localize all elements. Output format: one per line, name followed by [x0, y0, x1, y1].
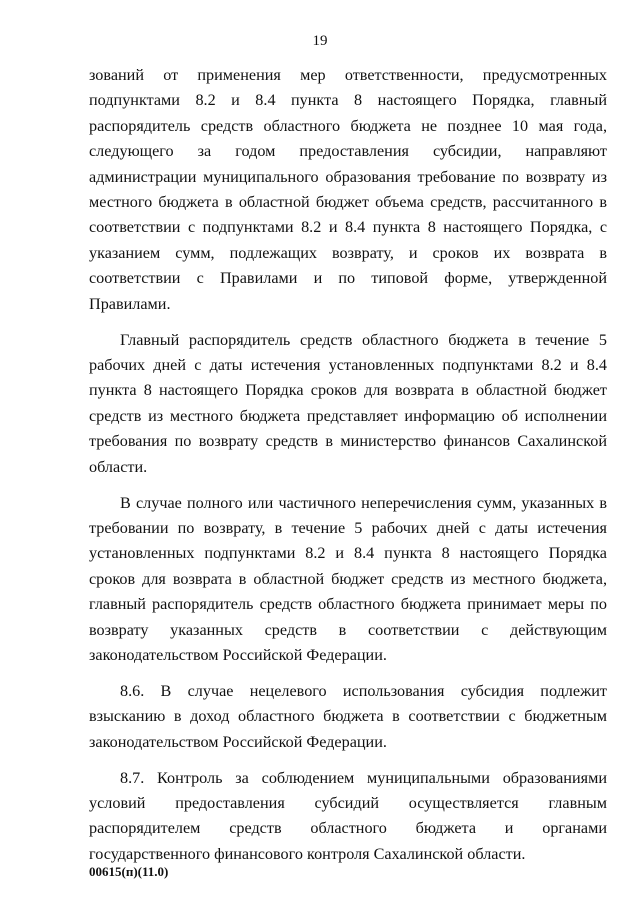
- paragraph-8-6: 8.6. В случае нецелевого использования субсидия подлежит взысканию в доход областного бюджета в соответствии с бюджетным законодательством Российской Федерации.: [89, 681, 607, 751]
- page-number: 19: [312, 33, 328, 49]
- document-code: 00615(п)(11.0): [89, 864, 169, 879]
- document-body: [89, 63, 607, 878]
- paragraph-non-transfer: В случае полного или частичного неперечисления сумм, указанных в требовании по возврату, в течение 5 рабочих дней с даты истечения установленных подпунктами 8.2 и 8.4 пункта 8 настоящего Порядка сроков для возврата в областной бюджет средств из местного бюджета, главный распорядитель средств областного бюджета принимает меры по возврату указанных средств в соответствии с действующим законодательством Российской Федерации.: [89, 493, 607, 664]
- paragraph-8-7: 8.7. Контроль за соблюдением муниципальными образованиями условий предоставления субсидий осуществляется главным распорядителем средств областного бюджета и органами государственного финансового контроля Сахалинской области.: [89, 768, 607, 863]
- paragraph-continuation: зований от применения мер ответственности, предусмотренных подпунктами 8.2 и 8.4 пункта 8 настоящего Порядка, главный распорядитель средств областного бюджета не позднее 10 мая года, следующего за годом предоставления субсидии, направляют администрации муниципального образования требование по возврату из местного бюджета в областной бюджет объема средств, рассчитанного в соответствии с подпунктами 8.2 и 8.4 пункта 8 настоящего Порядка, с указанием сумм, подлежащих возврату, и сроков их возврата в соответствии с Правилами и по типовой форме, утвержденной Правилами.: [89, 66, 607, 313]
- paragraph-return-info: Главный распорядитель средств областного бюджета в течение 5 рабочих дней с даты истечения установленных подпунктами 8.2 и 8.4 пункта 8 настоящего Порядка сроков для возврата в областной бюджет средств из местного бюджета представляет информацию об исполнении требования по возврату средств в министерство финансов Сахалинской области.: [89, 330, 607, 476]
